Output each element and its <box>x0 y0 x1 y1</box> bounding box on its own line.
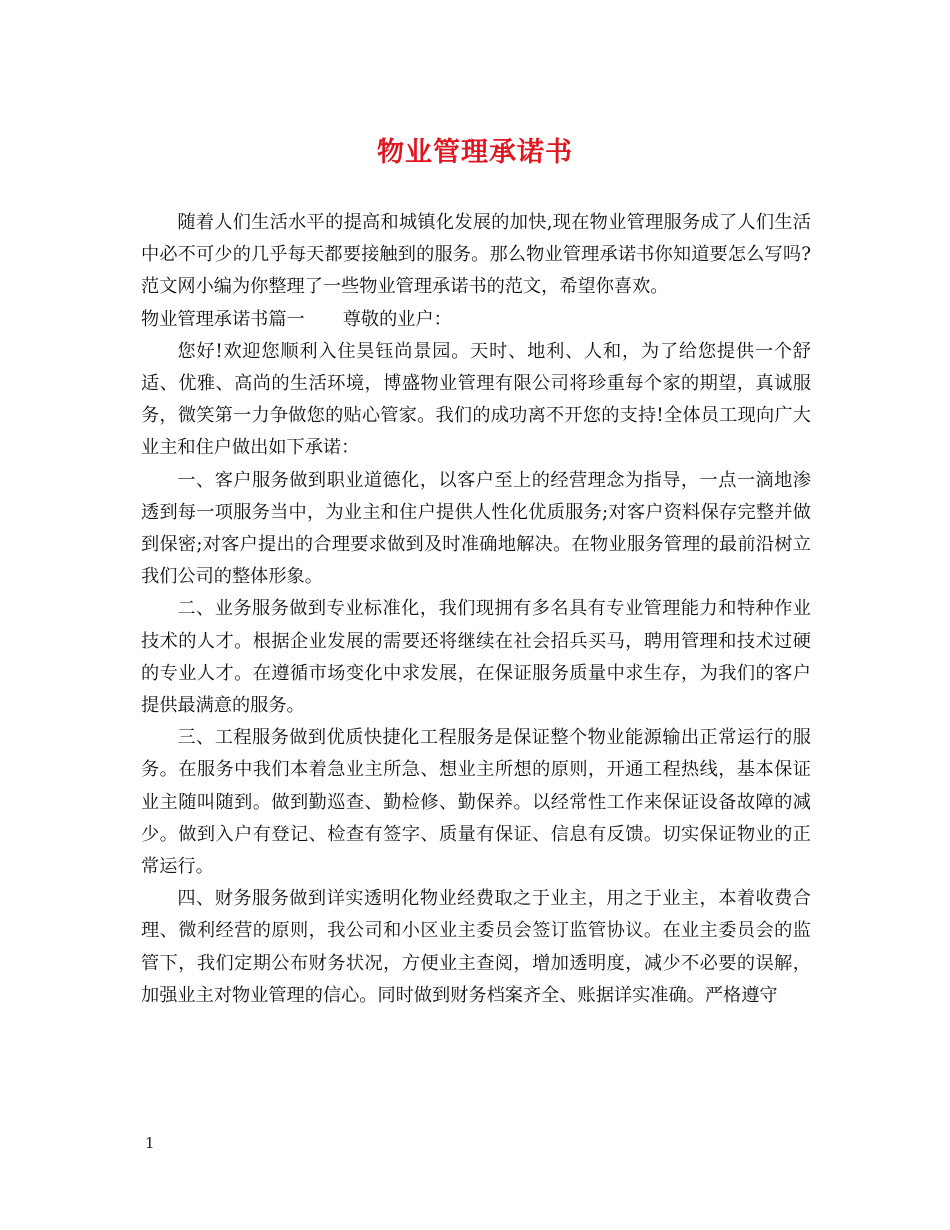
page-number: 1 <box>145 1134 155 1152</box>
document-body <box>141 207 811 1012</box>
salutation: 尊敬的业户： <box>342 308 452 330</box>
section-heading: 物业管理承诺书篇一 <box>141 308 305 330</box>
greeting-paragraph: 您好!欢迎您顺利入住昊钰尚景园。天时、地利、人和，为了给您提供一个舒适、优雅、高尚的生活环境，博盛物业管理有限公司将珍重每个家的期望，真诚服务，微笑第一力争做您的贴心管家。我们的成功离不开您的支持!全体员工现向广大业主和住户做出如下承诺： <box>141 340 811 459</box>
section-heading-line <box>141 304 811 336</box>
document-title: 物业管理承诺书 <box>377 137 573 168</box>
commitment-paragraph-4: 四、财务服务做到详实透明化物业经费取之于业主，用之于业主，本着收费合理、微利经营的原则，我公司和小区业主委员会签订监管协议。在业主委员会的监管下，我们定期公布财务状况，方便业主查阅，增加透明度，减少不必要的误解，加强业主对物业管理的信心。同时做到财务档案齐全、账据详实准确。严格遵守 <box>141 888 811 1006</box>
intro-paragraph: 随着人们生活水平的提高和城镇化发展的加快,现在物业管理服务成了人们生活中必不可少的几乎每天都要接触到的服务。那么物业管理承诺书你知道要怎么写吗?范文网小编为你整理了一些物业管理承诺书的范文，希望你喜欢。 <box>141 212 811 298</box>
commitment-paragraph-2: 二、业务服务做到专业标准化，我们现拥有多名具有专业管理能力和特种作业技术的人才。根据企业发展的需要还将继续在社会招兵买马，聘用管理和技术过硬的专业人才。在遵循市场变化中求发展，在保证服务质量中求生存，为我们的客户提供最满意的服务。 <box>141 598 811 717</box>
commitment-paragraph-3: 三、工程服务做到优质快捷化工程服务是保证整个物业能源输出正常运行的服务。在服务中我们本着急业主所急、想业主所想的原则，开通工程热线，基本保证业主随叫随到。做到勤巡查、勤检修、勤保养。以经常性工作来保证设备故障的减少。做到入户有登记、检查有签字、质量有保证、信息有反馈。切实保证物业的正常运行。 <box>141 727 811 878</box>
commitment-paragraph-1: 一、客户服务做到职业道德化，以客户至上的经营理念为指导，一点一滴地渗透到每一项服务当中，为业主和住户提供人性化优质服务;对客户资料保存完整并做到保密;对客户提出的合理要求做到及时准确地解决。在物业服务管理的最前沿树立我们公司的整体形象。 <box>141 469 811 588</box>
